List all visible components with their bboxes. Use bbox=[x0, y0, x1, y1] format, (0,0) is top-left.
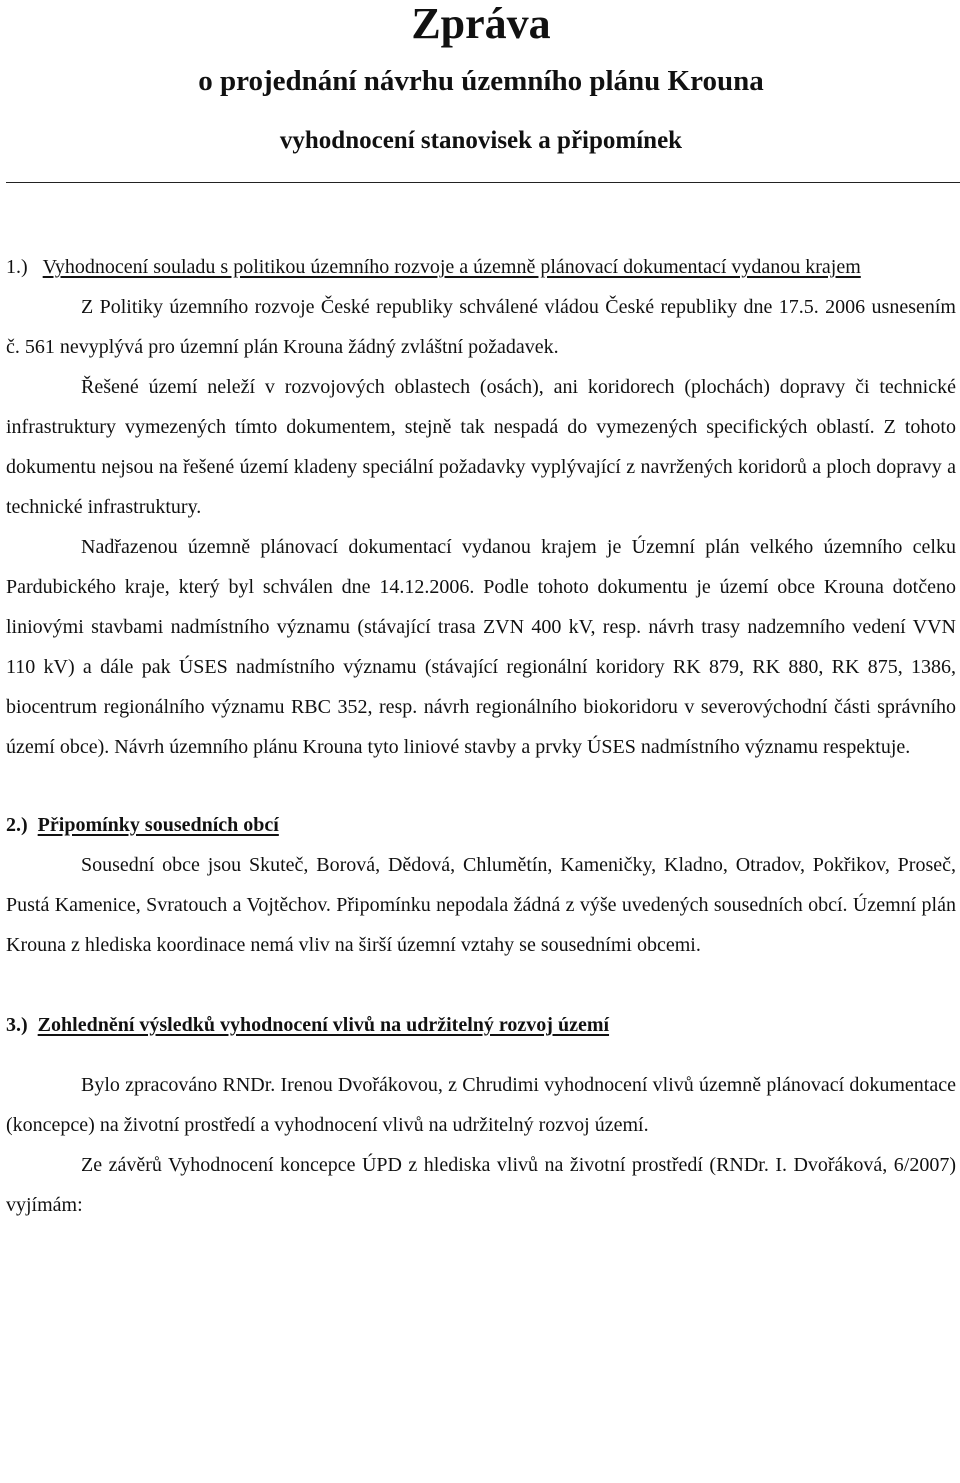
section-1-number: 1.) bbox=[6, 256, 28, 278]
header-divider bbox=[6, 182, 960, 183]
page-subtitle-secondary: vyhodnocení stanovisek a připomínek bbox=[279, 127, 683, 154]
section-1-paragraph-1: Z Politiky územního rozvoje České republiky schválené vládou České republiky dne 17.5. 2006 usnesením č. 561 nevyplývá pro územní plán Krouna žádný zvláštní požadavek. bbox=[6, 296, 956, 358]
section-2-number: 2.) bbox=[6, 814, 28, 836]
section-1-paragraph-2: Řešené území neleží v rozvojových oblastech (osách), ani koridorech (plochách) dopravy či technické infrastruktury vymezených tímto dokumentem, stejně tak nespadá do vymezených specifických oblastí. Z tohoto dokumentu nejsou na řešené území kladeny speciální požadavky vyplývající z navržených koridorů a ploch dopravy a technické infrastruktury. bbox=[6, 376, 956, 518]
section-1 bbox=[6, 247, 956, 767]
page-subtitle: o projednání návrhu územního plánu Krouna bbox=[198, 65, 764, 97]
section-3-number: 3.) bbox=[6, 1014, 28, 1036]
section-3-paragraph-1: Bylo zpracováno RNDr. Irenou Dvořákovou, z Chrudimi vyhodnocení vlivů územně plánovací dokumentace (koncepce) na životní prostředí a vyhodnocení vlivů na udržitelný rozvoj území. bbox=[6, 1074, 956, 1136]
section-3 bbox=[6, 1005, 956, 1225]
section-1-paragraph-3: Nadřazenou územně plánovací dokumentací vydanou krajem je Územní plán velkého územního celku Pardubického kraje, který byl schválen dne 14.12.2006. Podle tohoto dokumentu je území obce Krouna dotčeno liniovými stavbami nadmístního významu (stávající trasa ZVN 400 kV, resp. návrh trasy nadzemního vedení VVN 110 kV) a dále pak ÚSES nadmístního významu (stávající regionální koridory RK 879, RK 880, RK 875, 1386, biocentrum regionálního významu RBC 352, resp. návrh regionálního biokoridoru v severovýchodní části správního území obce). Návrh územního plánu Krouna tyto liniové stavby a prvky ÚSES nadmístního významu respektuje. bbox=[6, 536, 956, 758]
document-page bbox=[6, 0, 956, 1225]
section-3-heading-text: Zohlednění výsledků vyhodnocení vlivů na udržitelný rozvoj území bbox=[37, 1014, 610, 1036]
section-2-heading-text: Připomínky sousedních obcí bbox=[37, 814, 279, 836]
section-1-heading bbox=[6, 247, 956, 287]
section-1-heading-text: Vyhodnocení souladu s politikou územního rozvoje a územně plánovací dokumentací vydanou krajem bbox=[42, 256, 861, 278]
section-2 bbox=[6, 805, 956, 965]
page-title: Zpráva bbox=[411, 0, 551, 48]
section-2-paragraph-1: Sousední obce jsou Skuteč, Borová, Dědová, Chlumětín, Kameničky, Kladno, Otradov, Pokřikov, Proseč, Pustá Kamenice, Svratouch a Vojtěchov. Připomínku nepodala žádná z výše uvedených sousedních obcí. Územní plán Krouna z hlediska koordinace nemá vliv na širší územní vztahy se sousedními obcemi. bbox=[6, 854, 956, 956]
section-3-spacer bbox=[6, 1045, 956, 1065]
section-2-heading bbox=[6, 805, 956, 845]
section-3-heading bbox=[6, 1005, 956, 1045]
section-3-paragraph-2: Ze závěrů Vyhodnocení koncepce ÚPD z hlediska vlivů na životní prostředí (RNDr. I. Dvořáková, 6/2007) vyjímám: bbox=[6, 1154, 956, 1216]
